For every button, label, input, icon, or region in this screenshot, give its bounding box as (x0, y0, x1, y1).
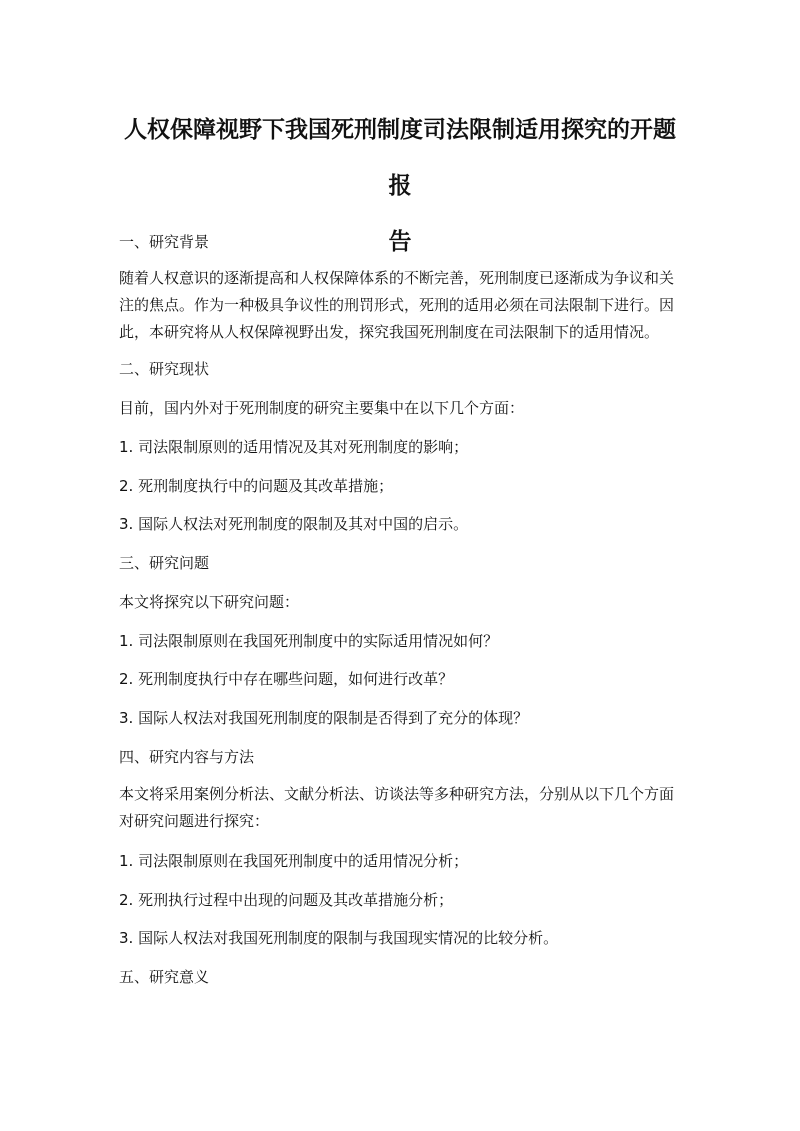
background-paragraph (119, 265, 685, 346)
list-item: 1. 司法限制原则在我国死刑制度中的适用情况分析； (119, 852, 469, 870)
list-item: 1. 司法限制原则的适用情况及其对死刑制度的影响； (119, 438, 469, 456)
paragraph-line: 随着人权意识的逐渐提高和人权保障体系的不断完善，死刑制度已逐渐成为争议和关 (119, 269, 675, 287)
status-intro: 目前，国内外对于死刑制度的研究主要集中在以下几个方面： (119, 399, 525, 417)
questions-intro: 本文将探究以下研究问题： (119, 593, 300, 611)
title-line-1: 人权保障视野下我国死刑制度司法限制适用探究的开题报 (124, 117, 676, 199)
paragraph-line: 对研究问题进行探究： (119, 812, 270, 830)
section-heading-content-methods: 四、研究内容与方法 (119, 748, 255, 766)
section-heading-questions: 三、研究问题 (119, 554, 210, 572)
title-line-2: 告 (388, 229, 412, 255)
list-item: 2. 死刑执行过程中出现的问题及其改革措施分析； (119, 891, 454, 909)
methods-paragraph (119, 781, 685, 835)
list-item: 1. 司法限制原则在我国死刑制度中的实际适用情况如何？ (119, 632, 499, 650)
paragraph-line: 注的焦点。作为一种极具争议性的刑罚形式，死刑的适用必须在司法限制下进行。因 (119, 296, 675, 314)
section-heading-status: 二、研究现状 (119, 360, 210, 378)
list-item: 2. 死刑制度执行中的问题及其改革措施； (119, 477, 394, 495)
list-item: 2. 死刑制度执行中存在哪些问题，如何进行改革？ (119, 670, 454, 688)
section-heading-significance: 五、研究意义 (119, 968, 210, 986)
paragraph-line: 此，本研究将从人权保障视野出发，探究我国死刑制度在司法限制下的适用情况。 (119, 323, 660, 341)
list-item: 3. 国际人权法对我国死刑制度的限制是否得到了充分的体现？ (119, 709, 529, 727)
list-item: 3. 国际人权法对我国死刑制度的限制与我国现实情况的比较分析。 (119, 929, 559, 947)
paragraph-line: 本文将采用案例分析法、文献分析法、访谈法等多种研究方法，分别从以下几个方面 (119, 785, 675, 803)
section-heading-background: 一、研究背景 (119, 233, 210, 251)
list-item: 3. 国际人权法对死刑制度的限制及其对中国的启示。 (119, 515, 469, 533)
